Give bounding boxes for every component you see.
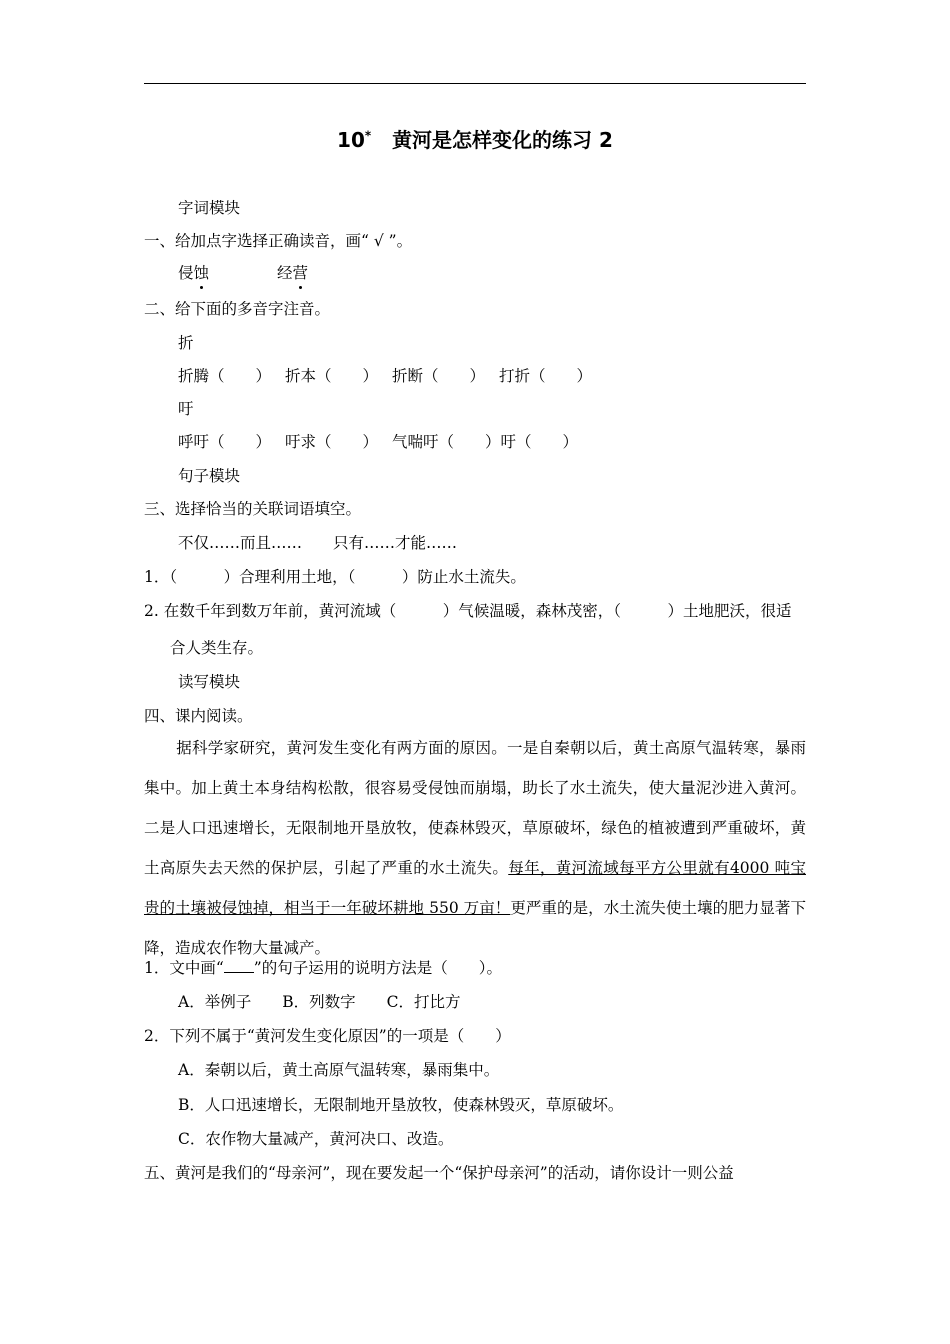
polyphone-row-1: 折腾（ ） 折本（ ） 折断（ ） 打折（ ） — [178, 367, 593, 385]
question-3-item-1: 1．（ ）合理利用土地，（ ）防止水土流失。 — [144, 568, 526, 586]
question-1-words: 侵蚀 经营 — [178, 264, 309, 282]
option-c: C．农作物大量减产，黄河决口、改造。 — [178, 1130, 454, 1148]
question-5-stem: 五、黄河是我们的“母亲河”，现在要发起一个“保护母亲河”的活动，请你设计一则公益 — [144, 1164, 734, 1182]
question-3-stem: 三、选择恰当的关联词语填空。 — [144, 500, 362, 518]
dotted-char: 蚀 — [193, 264, 210, 282]
option-b: B．人口迅速增长，无限制地开垦放牧，使森林毁灭，草原破坏。 — [178, 1096, 624, 1114]
polyphone-char-1: 折 — [178, 334, 194, 352]
underline-blank — [224, 958, 254, 973]
polyphone-char-2: 吁 — [178, 400, 194, 418]
module-heading-words: 字词模块 — [178, 199, 241, 217]
module-heading-sentences: 句子模块 — [178, 467, 241, 485]
page-title: 10* 黄河是怎样变化的练习 2 — [337, 128, 613, 152]
question-3-item-2-cont: 合人类生存。 — [170, 639, 264, 657]
underlined-sentence: 每年，黄河流域每平方公里就有4000 吨宝贵的土壤被侵蚀掉，相当于一年破坏耕地 550 万亩！ — [144, 859, 806, 917]
question-4-sub-1-options: A．举例子 B．列数字 C．打比方 — [178, 993, 461, 1011]
reading-passage: 据科学家研究，黄河发生变化有两方面的原因。一是自秦朝以后，黄土高原气温转寒，暴雨集中。加上黄土本身结构松散，很容易受侵蚀而崩塌，助长了水土流失，使大量泥沙进入黄河。二是人口迅速增长，无限制地开垦放牧，使森林毁灭，草原破坏，绿色的植被遭到严重破坏，黄土高原失去天然的保护层，引起了严重的水土流失。每年，黄河流域每平方公里就有4000 吨宝贵的土壤被侵蚀掉，相当于一年破坏耕地 550 万亩！更严重的是，水土流失使土壤的肥力显著下降，造成农作物大量减产。 — [144, 739, 806, 957]
option-a: A．秦朝以后，黄土高原气温转寒，暴雨集中。 — [178, 1061, 500, 1079]
polyphone-row-2: 呼吁（ ） 吁求（ ） 气喘吁（ ）吁（ ） — [178, 433, 579, 451]
dotted-char: 营 — [292, 264, 309, 282]
question-1-stem: 一、给加点字选择正确读音，画“ √ ”。 — [144, 232, 413, 250]
module-heading-reading: 读写模块 — [178, 673, 241, 691]
question-4-sub-2: 2．下列不属于“黄河发生变化原因”的一项是（ ） — [144, 1027, 511, 1045]
question-2-stem: 二、给下面的多音字注音。 — [144, 300, 331, 318]
conjunction-options: 不仅……而且…… 只有……才能…… — [178, 534, 458, 552]
question-3-item-2: 2. 在数千年到数万年前，黄河流域（ ）气候温暖，森林茂密，（ ）土地肥沃，很适 — [144, 602, 792, 620]
header-rule — [144, 83, 806, 84]
question-4-sub-1: 1．文中画“ ”的句子运用的说明方法是（ ）。 — [144, 959, 502, 977]
question-4-stem: 四、课内阅读。 — [144, 707, 253, 725]
